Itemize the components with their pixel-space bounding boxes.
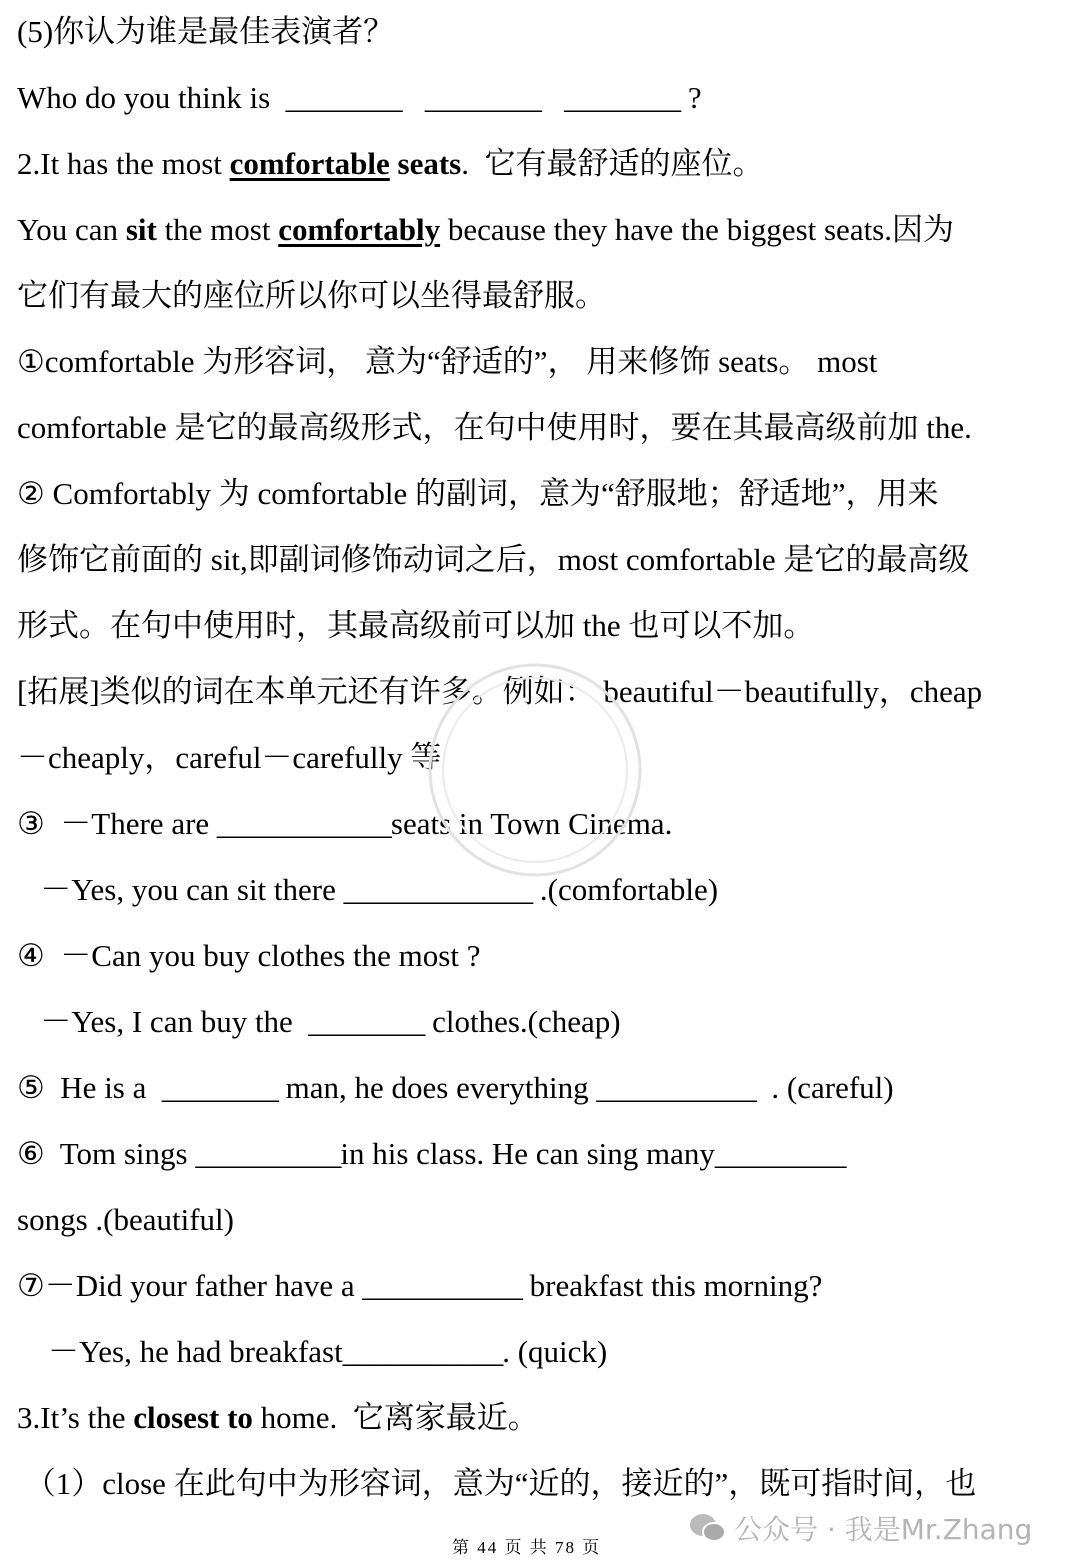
answer-blank: _____________ — [343, 872, 533, 907]
text-line — [17, 78, 702, 118]
text-line — [17, 1002, 621, 1042]
text-segment: 它们有最大的座位所以你可以坐得最舒服。 — [17, 278, 606, 313]
text-segment: －cheaply，careful－carefully 等 — [17, 740, 442, 775]
text-line — [17, 672, 982, 712]
text-line — [17, 1464, 976, 1504]
text-segment: ④ －Can you buy clothes the most ? — [17, 938, 481, 973]
text-line — [17, 1200, 234, 1240]
answer-blank: ___________ — [596, 1070, 756, 1105]
text-line — [17, 144, 764, 184]
answer-blank: ____________ — [216, 806, 391, 841]
text-line — [17, 408, 972, 448]
watermark-text: 公众号 · 我是Mr.Zhang — [734, 1513, 1033, 1546]
text-line — [17, 1134, 845, 1174]
text-segment: man, he does everything — [277, 1070, 597, 1105]
text-segment: clothes.(cheap) — [424, 1004, 621, 1039]
text-segment — [402, 80, 425, 115]
text-line — [17, 1266, 822, 1306]
bold-keyword: comfortably — [278, 212, 441, 247]
answer-blank: ___________ — [342, 1334, 503, 1369]
answer-blank: ________ — [285, 80, 402, 115]
text-line — [17, 1332, 607, 1372]
text-line — [17, 804, 672, 844]
bold-keyword: seats — [389, 146, 462, 181]
text-segment: comfortable 是它的最高级形式，在句中使用时，要在其最高级前加 the. — [17, 410, 972, 445]
text-line — [17, 936, 480, 976]
text-segment: home. 它离家最近。 — [252, 1400, 539, 1435]
text-segment: breakfast this morning? — [521, 1268, 823, 1303]
text-segment — [541, 80, 564, 115]
text-segment: . (quick) — [502, 1334, 608, 1369]
text-segment: －Yes, I can buy the — [17, 1004, 309, 1039]
text-segment: －Yes, you can sit there — [17, 872, 344, 907]
text-segment: ⑥ Tom sings — [17, 1136, 196, 1171]
text-line — [17, 606, 814, 646]
text-segment: .(comfortable) — [532, 872, 719, 907]
text-segment: . 它有最舒适的座位。 — [461, 146, 764, 181]
answer-blank: _________ — [714, 1136, 846, 1171]
text-line — [17, 276, 606, 316]
text-segment: ③ －There are — [17, 806, 217, 841]
text-segment: 3.It’s the — [17, 1400, 134, 1435]
text-segment: ⑤ He is a — [17, 1070, 162, 1105]
text-line — [17, 342, 877, 382]
text-segment: 2.It has the most — [17, 146, 230, 181]
text-segment: ② Comfortably 为 comfortable 的副词，意为“舒服地；舒适地”，用来 — [17, 476, 939, 511]
bold-keyword: closest to — [133, 1400, 253, 1435]
page-number-footer: 第 44 页 共 78 页 — [452, 1538, 602, 1557]
text-segment: （1）close 在此句中为形容词，意为“近的，接近的”，既可指时间，也 — [17, 1466, 977, 1501]
answer-blank: ________ — [308, 1004, 425, 1039]
answer-blank: __________ — [195, 1136, 341, 1171]
text-segment: ? — [680, 80, 702, 115]
text-segment: the most — [156, 212, 279, 247]
text-segment: seats in Town Cinema. — [390, 806, 673, 841]
text-segment: ①comfortable 为形容词， 意为“舒适的”， 用来修饰 seats。 most — [17, 344, 878, 379]
text-segment: songs .(beautiful) — [17, 1202, 234, 1237]
text-line — [17, 12, 394, 52]
text-line — [17, 474, 939, 514]
text-segment: Who do you think is — [17, 80, 286, 115]
text-segment: (5)你认为谁是最佳表演者？ — [17, 14, 395, 49]
bold-keyword: sit — [125, 212, 157, 247]
text-line — [17, 1398, 539, 1438]
text-segment: because they have the biggest seats.因为 — [440, 212, 954, 247]
wechat-account-watermark — [688, 1508, 1032, 1548]
text-segment: 修饰它前面的 sit,即副词修饰动词之后，most comfortable 是它的最高级 — [17, 542, 970, 577]
text-line — [17, 738, 441, 778]
text-line — [17, 210, 954, 250]
text-line — [17, 870, 718, 910]
answer-blank: ________ — [564, 80, 681, 115]
text-segment: －Yes, he had breakfast — [17, 1334, 343, 1369]
answer-blank: ___________ — [362, 1268, 522, 1303]
text-segment: in his class. He can sing many — [340, 1136, 715, 1171]
text-line — [17, 540, 969, 580]
text-segment: . (careful) — [755, 1070, 894, 1105]
answer-blank: ________ — [424, 80, 541, 115]
text-segment: ⑦－Did your father have a — [17, 1268, 363, 1303]
text-segment: [拓展]类似的词在本单元还有许多。例如： beautiful－beautifully，cheap — [17, 674, 983, 709]
bold-keyword: comfortable — [229, 146, 390, 181]
wechat-icon — [688, 1512, 728, 1544]
text-segment: 形式。在句中使用时，其最高级前可以加 the 也可以不加。 — [17, 608, 815, 643]
text-segment: You can — [17, 212, 126, 247]
text-line — [17, 1068, 894, 1108]
answer-blank: ________ — [161, 1070, 278, 1105]
